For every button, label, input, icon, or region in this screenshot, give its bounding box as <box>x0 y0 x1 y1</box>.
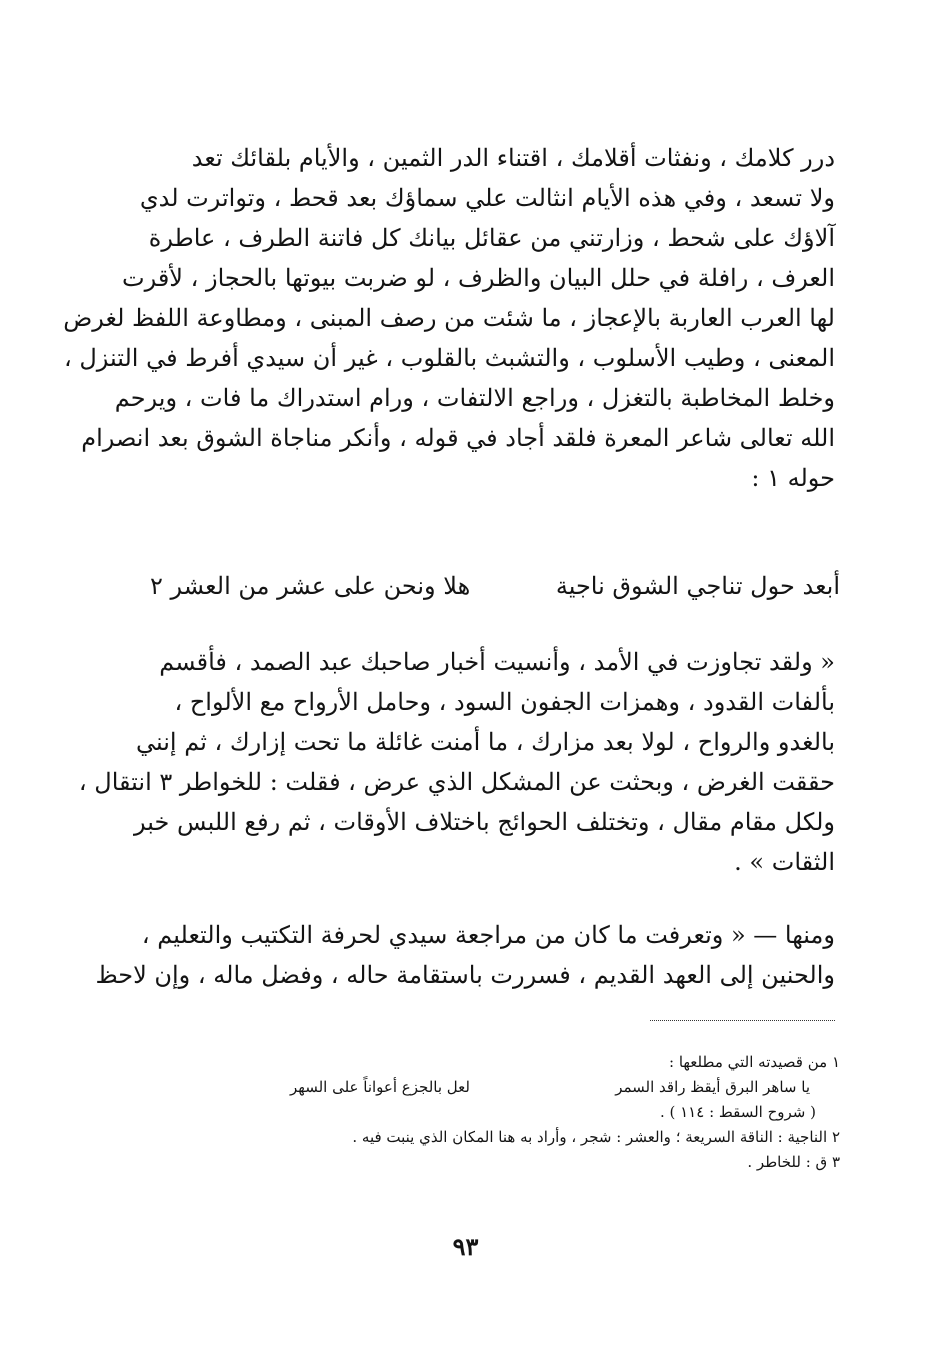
text-line: حققت الغرض ، وبحثت عن المشكل الذي عرض ، فقلت : للخواطر ٣ انتقال ، <box>78 768 835 796</box>
text-line: العرف ، رافلة في حلل البيان والظرف ، لو ضربت بيوتها بالحجاز ، لأقرت <box>122 264 835 292</box>
footnote-3: ٣ ق : للخاطر . <box>747 1153 840 1171</box>
text-line: ولكل مقام مقال ، وتختلف الحوائج باختلاف الأوقات ، ثم رفع اللبس خبر <box>134 808 835 836</box>
page-number: ٩٣ <box>452 1232 479 1261</box>
text-line: والحنين إلى العهد القديم ، فسررت باستقامة حاله ، وفضل ماله ، وإن لاحظ <box>95 961 835 989</box>
text-line: المعنى ، وطيب الأسلوب ، والتشبث بالقلوب ، غير أن سيدي أفرط في التنزل ، <box>63 344 835 372</box>
text-line: آلاؤك على شحط ، وزارتني من عقائل بيانك كل فاتنة الطرف ، عاطرة <box>148 224 835 252</box>
text-line: بالغدو والرواح ، لولا بعد مزارك ، ما أمنت غائلة ما تحت إزارك ، ثم إنني <box>136 728 835 756</box>
verse-first-hemistich: أبعد حول تناجي الشوق ناجية <box>555 572 840 600</box>
text-line: الله تعالى شاعر المعرة فلقد أجاد في قوله ، وأنكر مناجاة الشوق بعد انصرام <box>81 424 835 452</box>
text-line: لها العرب العاربة بالإعجاز ، ما شئت من رصف المبنى ، ومطاوعة اللفظ لغرض <box>63 304 835 332</box>
text-line: درر كلامك ، ونفثات أقلامك ، اقتناء الدر الثمين ، والأيام بلقائك تعد <box>191 144 835 172</box>
footnotes <box>150 1050 840 1175</box>
text-line: بألفات القدود ، وهمزات الجفون السود ، وحامل الأرواح مع الألواح ، <box>174 688 835 716</box>
text-line: ومنها — « وتعرفت ما كان من مراجعة سيدي لحرفة التكتيب والتعليم ، <box>141 921 835 949</box>
paragraph-opening <box>63 138 835 498</box>
footnote-verse-second: لعل بالجزع أعواناً على السهر <box>290 1078 470 1096</box>
poem-verse <box>150 566 840 606</box>
text-line: حوله ١ : <box>751 464 835 492</box>
footnote-1-intro: ١ من قصيدته التي مطلعها : <box>669 1053 840 1071</box>
footnote-separator <box>650 1020 835 1021</box>
paragraph-quotation <box>78 642 835 882</box>
footnote-1-verse <box>290 1075 810 1100</box>
footnote-2: ٢ الناجية : الناقة السريعة ؛ والعشر : شجر ، وأراد به هنا المكان الذي ينبت فيه . <box>352 1128 840 1146</box>
footnote-1-source: ( شروح السقط : ١١٤ ) . <box>659 1103 816 1121</box>
text-line: وخلط المخاطبة بالتغزل ، وراجع الالتفات ، ورام استدراك ما فات ، ويرحم <box>114 384 835 412</box>
text-line: الثقات » . <box>734 848 835 876</box>
paragraph-continuation <box>95 915 835 995</box>
verse-second-hemistich: هلا ونحن على عشر من العشر ٢ <box>150 572 471 600</box>
footnote-verse-first: يا ساهر البرق أيقظ راقد السمر <box>615 1078 810 1096</box>
text-line: « ولقد تجاوزت في الأمد ، وأنسيت أخبار صاحبك عبد الصمد ، فأقسم <box>159 648 835 676</box>
text-line: ولا تسعد ، وفي هذه الأيام انثالت علي سماؤك بعد قحط ، وتواترت لدي <box>139 184 835 212</box>
